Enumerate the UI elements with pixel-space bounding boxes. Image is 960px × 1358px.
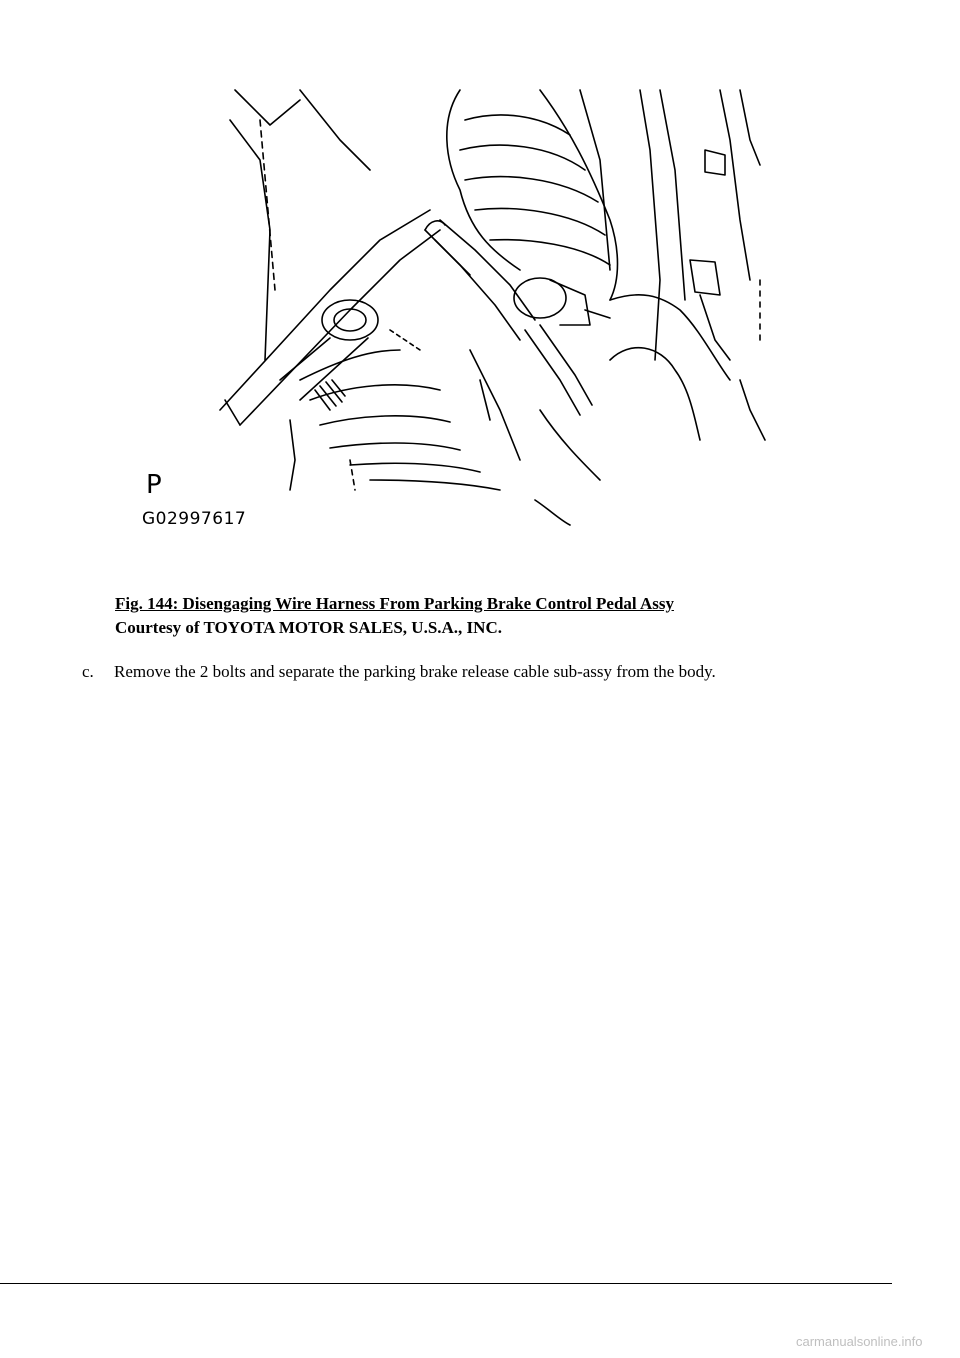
page-divider <box>0 1283 892 1284</box>
illustration-wire-harness <box>140 80 780 550</box>
step-text: Remove the 2 bolts and separate the parking brake release cable sub-assy from the body. <box>114 662 716 681</box>
figure-caption-link[interactable]: Fig. 144: Disengaging Wire Harness From Parking Brake Control Pedal Assy <box>115 594 674 613</box>
figure-label-letter: P <box>146 470 162 500</box>
figure-courtesy: Courtesy of TOYOTA MOTOR SALES, U.S.A., INC. <box>115 618 502 637</box>
figure-code: G02997617 <box>142 509 247 529</box>
step-item <box>82 662 716 682</box>
step-marker: c. <box>82 662 94 681</box>
watermark: carmanualsonline.info <box>796 1334 923 1349</box>
